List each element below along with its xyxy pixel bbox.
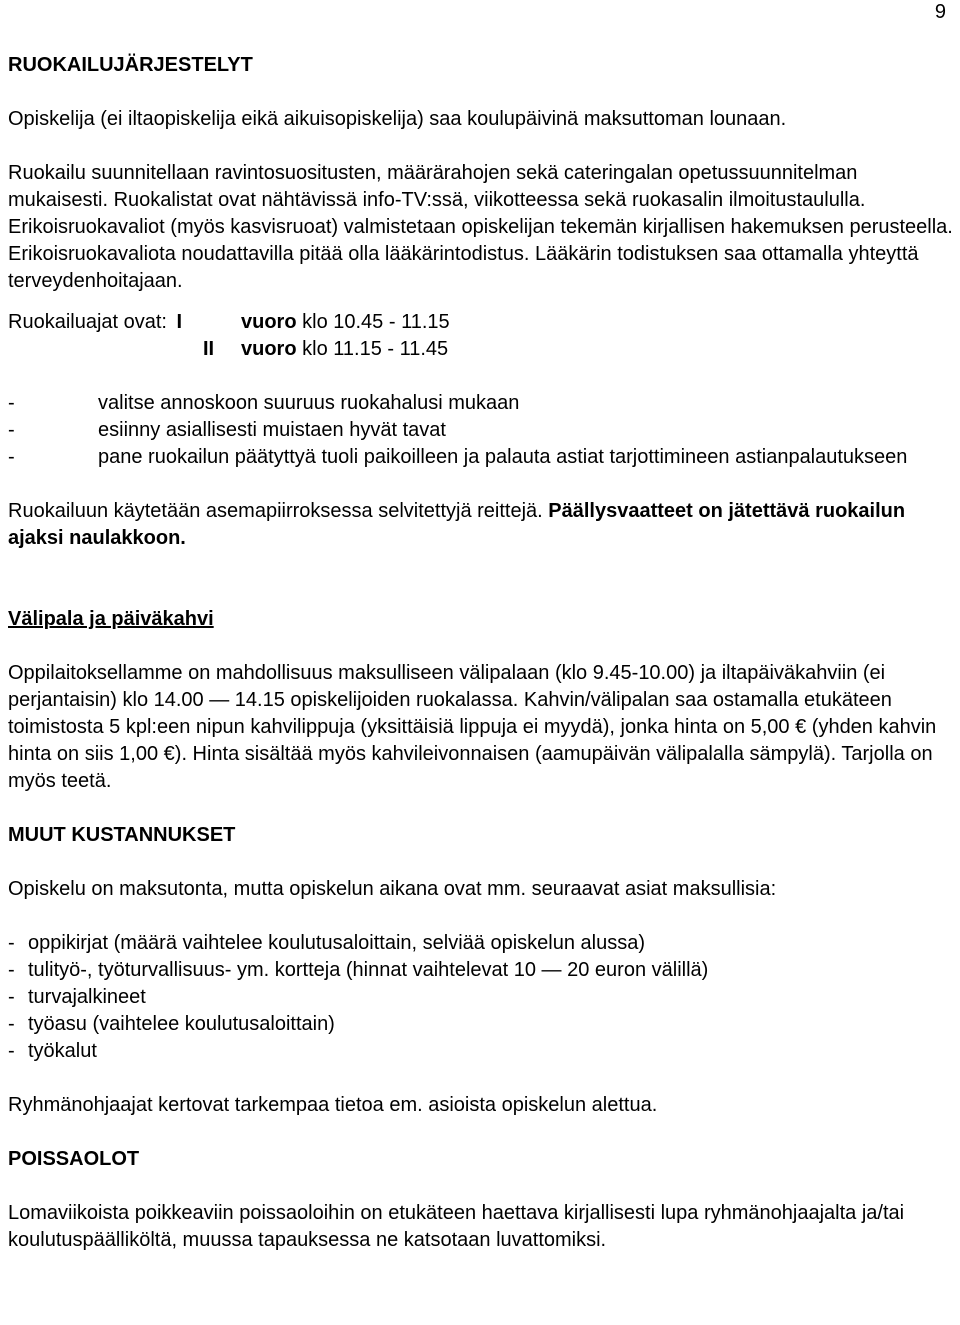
document-body: [8, 52, 953, 1254]
paragraph-free-lunch: Opiskelija (ei iltaopiskelija eikä aikuisopiskelija) saa koulupäivinä maksuttoman lounaan.: [8, 108, 787, 130]
list-item: - tulityö-, työturvallisuus- ym. kortteja (hinnat vaihtelevat 10 — 20 euron välillä): [8, 957, 953, 984]
coats-notice: Päällysvaatteet on jätettävä ruokailun ajaksi naulakkoon.: [8, 500, 906, 549]
list-item: - pane ruokailun päätyttyä tuoli paikoilleen ja palauta astiat tarjottimineen astianpalautukseen: [8, 444, 953, 471]
heading-ruokailujarjestelyt: RUOKAILUJÄRJESTELYT: [8, 54, 253, 76]
page-number: 9: [934, 1, 946, 23]
meal-times: [8, 309, 953, 363]
paragraph-meal-planning: Ruokailu suunnitellaan ravintosuositusten, määrärahojen sekä cateringalan opetussuunnitelman mukaisesti. Ruokalistat ovat nähtävissä info-TV:ssä, viikotteessa sekä ruokasalin ilmoitustaululla. Erikoisruokavaliot (myös kasvisruoat) valmistetaan opiskelijan tekemän kirjallisen hakemuksen perusteella. Erikoisruokavaliota noudattavilla pitää olla lääkärintodistus. Lääkärin todistuksen saa ottamalla yhteyttä terveydenhoitajaan.: [8, 162, 953, 292]
shift-2-time: klo 11.15 - 11.45: [302, 338, 449, 360]
list-item: - esiinny asiallisesti muistaen hyvät tavat: [8, 417, 953, 444]
shift-2-word: vuoro: [241, 338, 297, 360]
heading-muut-kustannukset: MUUT KUSTANNUKSET: [8, 824, 236, 846]
meal-times-label-cell: [8, 309, 241, 336]
heading-valipala: Välipala ja päiväkahvi: [8, 608, 214, 630]
paragraph-costs-intro: Opiskelu on maksutonta, mutta opiskelun aikana ovat mm. seuraavat asiat maksullisia:: [8, 878, 777, 900]
list-item: - oppikirjat (määrä vaihtelee koulutusaloittain, selviää opiskelun alussa): [8, 930, 953, 957]
list-item: - työkalut: [8, 1038, 953, 1065]
meal-times-label: Ruokailuajat ovat:: [8, 311, 167, 333]
paragraph-routes: [8, 498, 953, 552]
paragraph-absences: Lomaviikoista poikkeaviin poissaoloihin on etukäteen haettava kirjallisesti lupa ryhmänohjaajalta ja/tai koulutuspäälliköltä, muussa tapauksessa ne katsotaan luvattomiksi.: [8, 1202, 905, 1251]
dining-rules-list: [8, 390, 953, 471]
costs-list: [8, 930, 953, 1065]
list-item: - valitse annoskoon suuruus ruokahalusi mukaan: [8, 390, 953, 417]
heading-poissaolot: POISSAOLOT: [8, 1148, 140, 1170]
shift-1-time: klo 10.45 - 11.15: [302, 311, 450, 333]
routes-text: Ruokailuun käytetään asemapiirroksessa selvitettyjä reittejä.: [8, 500, 543, 522]
paragraph-group-leaders: Ryhmänohjaajat kertovat tarkempaa tietoa em. asioista opiskelun alettua.: [8, 1094, 658, 1116]
shift-1: [241, 309, 953, 336]
list-item: - turvajalkineet: [8, 984, 953, 1011]
list-item: - työasu (vaihtelee koulutusaloittain): [8, 1011, 953, 1038]
shift-1-word: vuoro: [241, 311, 297, 333]
shift-2-numeral: II: [203, 338, 215, 360]
shift-2: [241, 336, 953, 363]
shift-1-numeral: I: [176, 311, 183, 333]
shift-2-numeral-cell: [8, 336, 241, 363]
paragraph-snack: Oppilaitoksellamme on mahdollisuus maksulliseen välipalaan (klo 9.45-10.00) ja iltapäiväkahviin (ei perjantaisin) klo 14.00 — 14.15 opiskelijoiden ruokalassa. Kahvin/välipalan saa ostamalla etukäteen toimistosta 5 kpl:een nipun kahvilippuja (yksittäisiä lippuja ei myydä), jonka hinta on 5,00 € (yhden kahvin hinta on siis 1,00 €). Hinta sisältää myös kahvileivonnaisen (aamupäivän välipalalla sämpylä). Tarjolla on myös teetä.: [8, 662, 937, 792]
